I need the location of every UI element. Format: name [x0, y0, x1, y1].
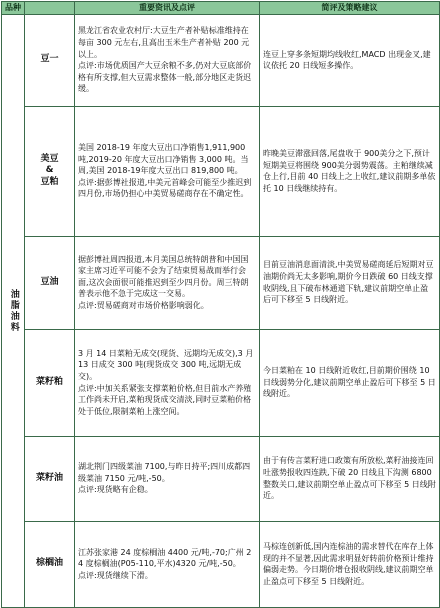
- text-paragraph: 美国 2018-19 年度大豆出口净销售1,911,900 吨,2019-20 年度大豆出口净销售 3,000 吨。当周,美国 2018-19年度大豆出口 819,800 吨。: [78, 143, 249, 176]
- info-cell: [75, 14, 260, 106]
- variety-label: 豆粕: [40, 176, 59, 187]
- table-header-row: [2, 2, 440, 15]
- text-paragraph: 黑龙江省农业农村厅:大豆生产者补贴标准维持在每亩 300 元左右,且高出玉米生产者补贴 200 元以上。: [78, 26, 250, 59]
- text-paragraph: 点评:中加关系紧张支撑菜粕价格,但目前水产养殖工作尚未开启,菜粕现货成交清淡,同时豆菜粕价格处于低位,限制菜粕上涨空间。: [78, 383, 252, 416]
- text-paragraph: 昨晚美豆滞涨回落,尾盘收于 900美分之下,预计短期美豆将围绕 900美分弱势震荡。主粕继续减仓上行,目前 40 日线上之上收红,建议前期多单依托 10 日线继续持有。: [263, 148, 436, 193]
- variety-cell: [25, 329, 75, 436]
- variety-label: 美豆: [40, 153, 59, 164]
- table-row: [2, 236, 440, 329]
- category-label: 油脂油料: [8, 288, 19, 333]
- comment-cell: [260, 106, 440, 236]
- table-row: [2, 14, 440, 106]
- header-variety: [25, 2, 75, 15]
- info-cell: [75, 106, 260, 236]
- table-row: [2, 436, 440, 521]
- category-cell: [2, 14, 25, 607]
- header-comment: 简评及策略建议: [260, 2, 440, 15]
- header-info: 重要资讯及点评: [75, 2, 260, 15]
- info-cell: [75, 329, 260, 436]
- header-category: 品种: [2, 2, 25, 15]
- comment-cell: [260, 521, 440, 607]
- text-paragraph: 点评:现货略有企稳。: [78, 485, 153, 495]
- text-paragraph: 点评:据彭博社报道,中美元首峰会可能至少推迟到四月份,市场仍担心中美贸易磋商存在不确定性。: [78, 177, 252, 199]
- comment-cell: [260, 236, 440, 329]
- variety-cell: [25, 14, 75, 106]
- text-paragraph: 点评:市场优质国产大豆余粮不多,仍对大豆底部价格有所支撑,但大豆需求整体一般,部分地区走货迟缓。: [78, 61, 252, 94]
- text-paragraph: 目前豆油消息面清淡,中美贸易磋商延后短期对豆油期价尚无太多影响,期价今日跌破 60 日线支撑收阴线,且下破布林通道下轨,建议前期空单止盈后可下移至 5 日线附近。: [263, 260, 434, 305]
- variety-label: 菜籽粕: [35, 376, 63, 387]
- comment-cell: [260, 14, 440, 106]
- comment-cell: [260, 436, 440, 521]
- table-row: [2, 106, 440, 236]
- variety-cell: [25, 436, 75, 521]
- text-paragraph: 3 月 14 日菜粕无成交(现货、远期均无成交),3 月 13 日成交 300 吨(现货成交 300 吨,远期无成交)。: [78, 348, 254, 381]
- variety-cell: [25, 521, 75, 607]
- variety-label: 豆一: [40, 54, 59, 65]
- variety-cell: [25, 236, 75, 329]
- table-row: [2, 521, 440, 607]
- variety-label: 菜籽油: [35, 472, 63, 483]
- text-paragraph: 江苏张家港 24 度棕榈油 4400 元/吨,-70;广州 24 度棕榈油(P05-110,平水)4320 元/吨,-50。: [78, 547, 252, 569]
- comment-cell: [260, 329, 440, 436]
- info-cell: [75, 236, 260, 329]
- text-paragraph: 湖北荆门四级菜油 7100,与昨日持平;四川成都四级菜油 7150 元/吨,-50。: [78, 462, 251, 483]
- info-cell: [75, 521, 260, 607]
- table-row: [2, 329, 440, 436]
- text-paragraph: 今日菜粕在 10 日线附近收红,目前期价围绕 10 日线弱势分化,建议前期空单止盈后可下移至 5 日线附近。: [263, 366, 436, 399]
- variety-label-ampersand: &: [45, 165, 54, 176]
- text-paragraph: 点评:现货继续下滑。: [78, 570, 153, 580]
- text-paragraph: 连豆上穿多条短期均线收红,MACD 出现金叉,建议依托 20 日线短多操作。: [263, 49, 431, 71]
- text-paragraph: 由于有传言菜籽进口政策有所放松,菜籽油接连回吐涨势报收四连跌,下破 20 日线且下沟测 6800 整数关口,建议前期空单止盈点可下移至 5 日线附近。: [263, 456, 436, 501]
- variety-label: 棕榈油: [35, 558, 63, 569]
- commodity-table: [1, 1, 440, 608]
- text-paragraph: 据彭博社周四报道,本月美国总统特朗普和中国国家主席习近平可能不会为了结束贸易战而举行会面,这次会面很可能推迟到至少四月份。周三特朗普表示他不急于完成这一交易。: [78, 254, 249, 299]
- info-cell: [75, 436, 260, 521]
- variety-label: 豆油: [40, 276, 59, 287]
- text-paragraph: 马棕连创新低,国内连棕油的需求替代在库存上体现的并不显著,因此需求明显好转前价格预计维持偏弱走势。今日期价增仓报收阴线,建议前期空单止盈点可下移至 5 日线附近。: [263, 541, 434, 586]
- text-paragraph: 点评:贸易磋商对市场价格影响弱化。: [78, 300, 209, 310]
- variety-cell: [25, 106, 75, 236]
